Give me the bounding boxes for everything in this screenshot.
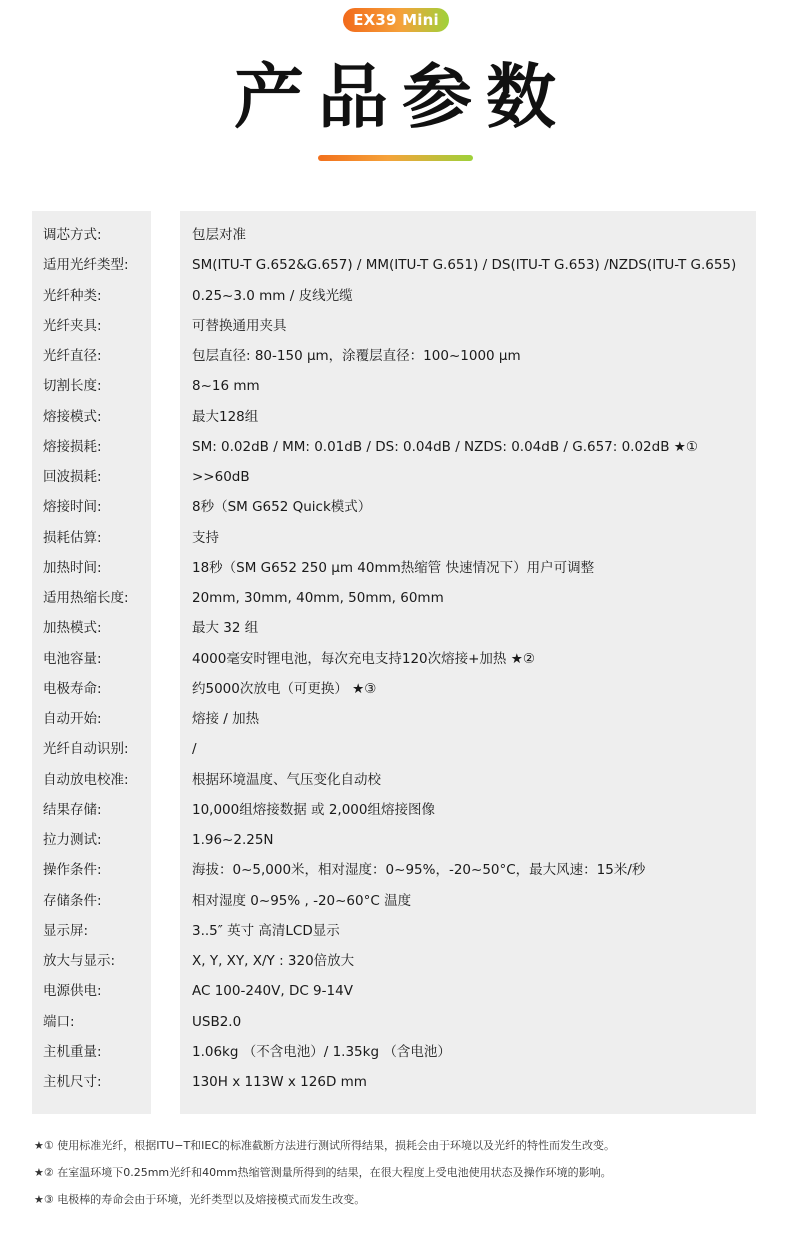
spec-row bbox=[0, 1067, 790, 1097]
spec-label: 切割长度: bbox=[43, 378, 102, 395]
spec-row bbox=[0, 946, 790, 976]
spec-row bbox=[0, 402, 790, 432]
spec-value: 8~16 mm bbox=[192, 378, 260, 395]
spec-label: 操作条件: bbox=[43, 862, 102, 879]
spec-value: 根据环境温度、气压变化自动校 bbox=[192, 771, 381, 788]
spec-row bbox=[0, 1037, 790, 1067]
spec-label: 光纤种类: bbox=[43, 287, 102, 304]
spec-value: USB2.0 bbox=[192, 1013, 242, 1030]
spec-value: 包层对准 bbox=[192, 227, 246, 243]
spec-label: 放大与显示: bbox=[43, 953, 116, 969]
spec-value: 1.96~2.25N bbox=[192, 832, 274, 848]
spec-label: 适用光纤类型: bbox=[43, 257, 129, 274]
spec-row bbox=[0, 1007, 790, 1037]
spec-value: >>60dB bbox=[192, 469, 250, 485]
spec-value: 0.25~3.0 mm / 皮线光缆 bbox=[192, 287, 353, 304]
footnote-1: ★① 使用标准光纤，根据ITU−T和IEC的标准截断方法进行测试所得结果，损耗会由于环境以及光纤的特性而发生改变。 bbox=[34, 1139, 616, 1152]
spec-label: 光纤自动识别: bbox=[43, 741, 129, 758]
spec-value: SM(ITU-T G.652&G.657) / MM(ITU-T G.651) / DS(ITU-T G.653) /NZDS(ITU-T G.655) bbox=[192, 257, 737, 274]
model-badge: EX39 Mini bbox=[343, 8, 449, 32]
spec-row bbox=[0, 674, 790, 704]
spec-row bbox=[0, 886, 790, 916]
spec-label: 存储条件: bbox=[43, 892, 102, 909]
spec-row bbox=[0, 220, 790, 250]
spec-label: 自动放电校准: bbox=[43, 771, 129, 788]
spec-row bbox=[0, 855, 790, 885]
spec-value: 3..5″ 英寸 高清LCD显示 bbox=[192, 922, 340, 939]
spec-row bbox=[0, 765, 790, 795]
spec-value: 最大128组 bbox=[192, 408, 259, 425]
spec-row bbox=[0, 553, 790, 583]
spec-label: 调芯方式: bbox=[43, 227, 102, 243]
spec-label: 回波损耗: bbox=[43, 469, 102, 485]
spec-row bbox=[0, 916, 790, 946]
spec-value: / bbox=[192, 741, 197, 758]
footnote-3: ★③ 电极棒的寿命会由于环境，光纤类型以及熔接模式而发生改变。 bbox=[34, 1193, 366, 1206]
spec-value: 4000毫安时锂电池，每次充电支持120次熔接+加热 ★② bbox=[192, 650, 535, 667]
spec-label: 拉力测试: bbox=[43, 832, 102, 848]
spec-label: 适用热缩长度: bbox=[43, 590, 129, 606]
spec-label: 加热模式: bbox=[43, 620, 102, 637]
spec-label: 电源供电: bbox=[43, 983, 102, 1000]
footnote-2: ★② 在室温环境下0.25mm光纤和40mm热缩管测量所得到的结果，在很大程度上受电池使用状态及操作环境的影响。 bbox=[34, 1166, 612, 1179]
spec-row bbox=[0, 462, 790, 492]
spec-value: 可替换通用夹具 bbox=[192, 317, 287, 334]
spec-value: 包层直径: 80-150 μm，涂覆层直径：100~1000 μm bbox=[192, 348, 521, 364]
spec-value: 10,000组熔接数据 或 2,000组熔接图像 bbox=[192, 801, 435, 818]
title-underline bbox=[318, 155, 473, 161]
spec-value: X, Y, XY, X/Y : 320倍放大 bbox=[192, 953, 355, 969]
spec-label: 主机重量: bbox=[43, 1043, 102, 1060]
spec-row bbox=[0, 583, 790, 613]
spec-row bbox=[0, 704, 790, 734]
spec-row bbox=[0, 523, 790, 553]
spec-label: 损耗估算: bbox=[43, 529, 102, 546]
page-title: 产品参数 bbox=[234, 56, 570, 138]
spec-label: 电极寿命: bbox=[43, 680, 102, 697]
spec-value: AC 100-240V, DC 9-14V bbox=[192, 983, 353, 1000]
spec-value: SM: 0.02dB / MM: 0.01dB / DS: 0.04dB / NZDS: 0.04dB / G.657: 0.02dB ★① bbox=[192, 438, 698, 455]
spec-value: 熔接 / 加热 bbox=[192, 711, 260, 727]
spec-value: 相对湿度 0~95% , -20~60°C 温度 bbox=[192, 892, 412, 909]
spec-row bbox=[0, 825, 790, 855]
spec-row bbox=[0, 644, 790, 674]
spec-row bbox=[0, 492, 790, 522]
spec-label: 电池容量: bbox=[43, 650, 102, 667]
spec-row bbox=[0, 341, 790, 371]
spec-label: 端口: bbox=[43, 1013, 75, 1030]
spec-row bbox=[0, 371, 790, 401]
spec-label: 加热时间: bbox=[43, 559, 102, 576]
spec-label: 自动开始: bbox=[43, 711, 102, 727]
spec-row bbox=[0, 734, 790, 764]
spec-value: 约5000次放电（可更换） ★③ bbox=[192, 680, 377, 697]
spec-label: 熔接时间: bbox=[43, 499, 102, 516]
spec-value: 海拔：0~5,000米，相对湿度：0~95%，-20~50°C，最大风速：15米/秒 bbox=[192, 862, 646, 879]
spec-value: 130H x 113W x 126D mm bbox=[192, 1074, 367, 1090]
spec-value: 20mm, 30mm, 40mm, 50mm, 60mm bbox=[192, 590, 444, 606]
spec-value: 8秒（SM G652 Quick模式） bbox=[192, 499, 372, 516]
spec-row bbox=[0, 613, 790, 643]
spec-row bbox=[0, 250, 790, 280]
spec-label: 光纤直径: bbox=[43, 348, 102, 364]
spec-label: 光纤夹具: bbox=[43, 317, 102, 334]
spec-row bbox=[0, 976, 790, 1006]
spec-value: 1.06kg （不含电池）/ 1.35kg （含电池） bbox=[192, 1043, 451, 1060]
spec-row bbox=[0, 281, 790, 311]
spec-value: 支持 bbox=[192, 529, 219, 546]
spec-row bbox=[0, 311, 790, 341]
spec-label: 显示屏: bbox=[43, 922, 89, 939]
spec-label: 熔接模式: bbox=[43, 408, 102, 425]
spec-value: 最大 32 组 bbox=[192, 620, 259, 637]
spec-value: 18秒（SM G652 250 μm 40mm热缩管 快速情况下）用户可调整 bbox=[192, 559, 595, 576]
spec-row bbox=[0, 795, 790, 825]
spec-label: 主机尺寸: bbox=[43, 1074, 102, 1090]
footnotes bbox=[34, 1132, 774, 1213]
spec-label: 结果存储: bbox=[43, 801, 102, 818]
spec-row bbox=[0, 432, 790, 462]
spec-label: 熔接损耗: bbox=[43, 438, 102, 455]
